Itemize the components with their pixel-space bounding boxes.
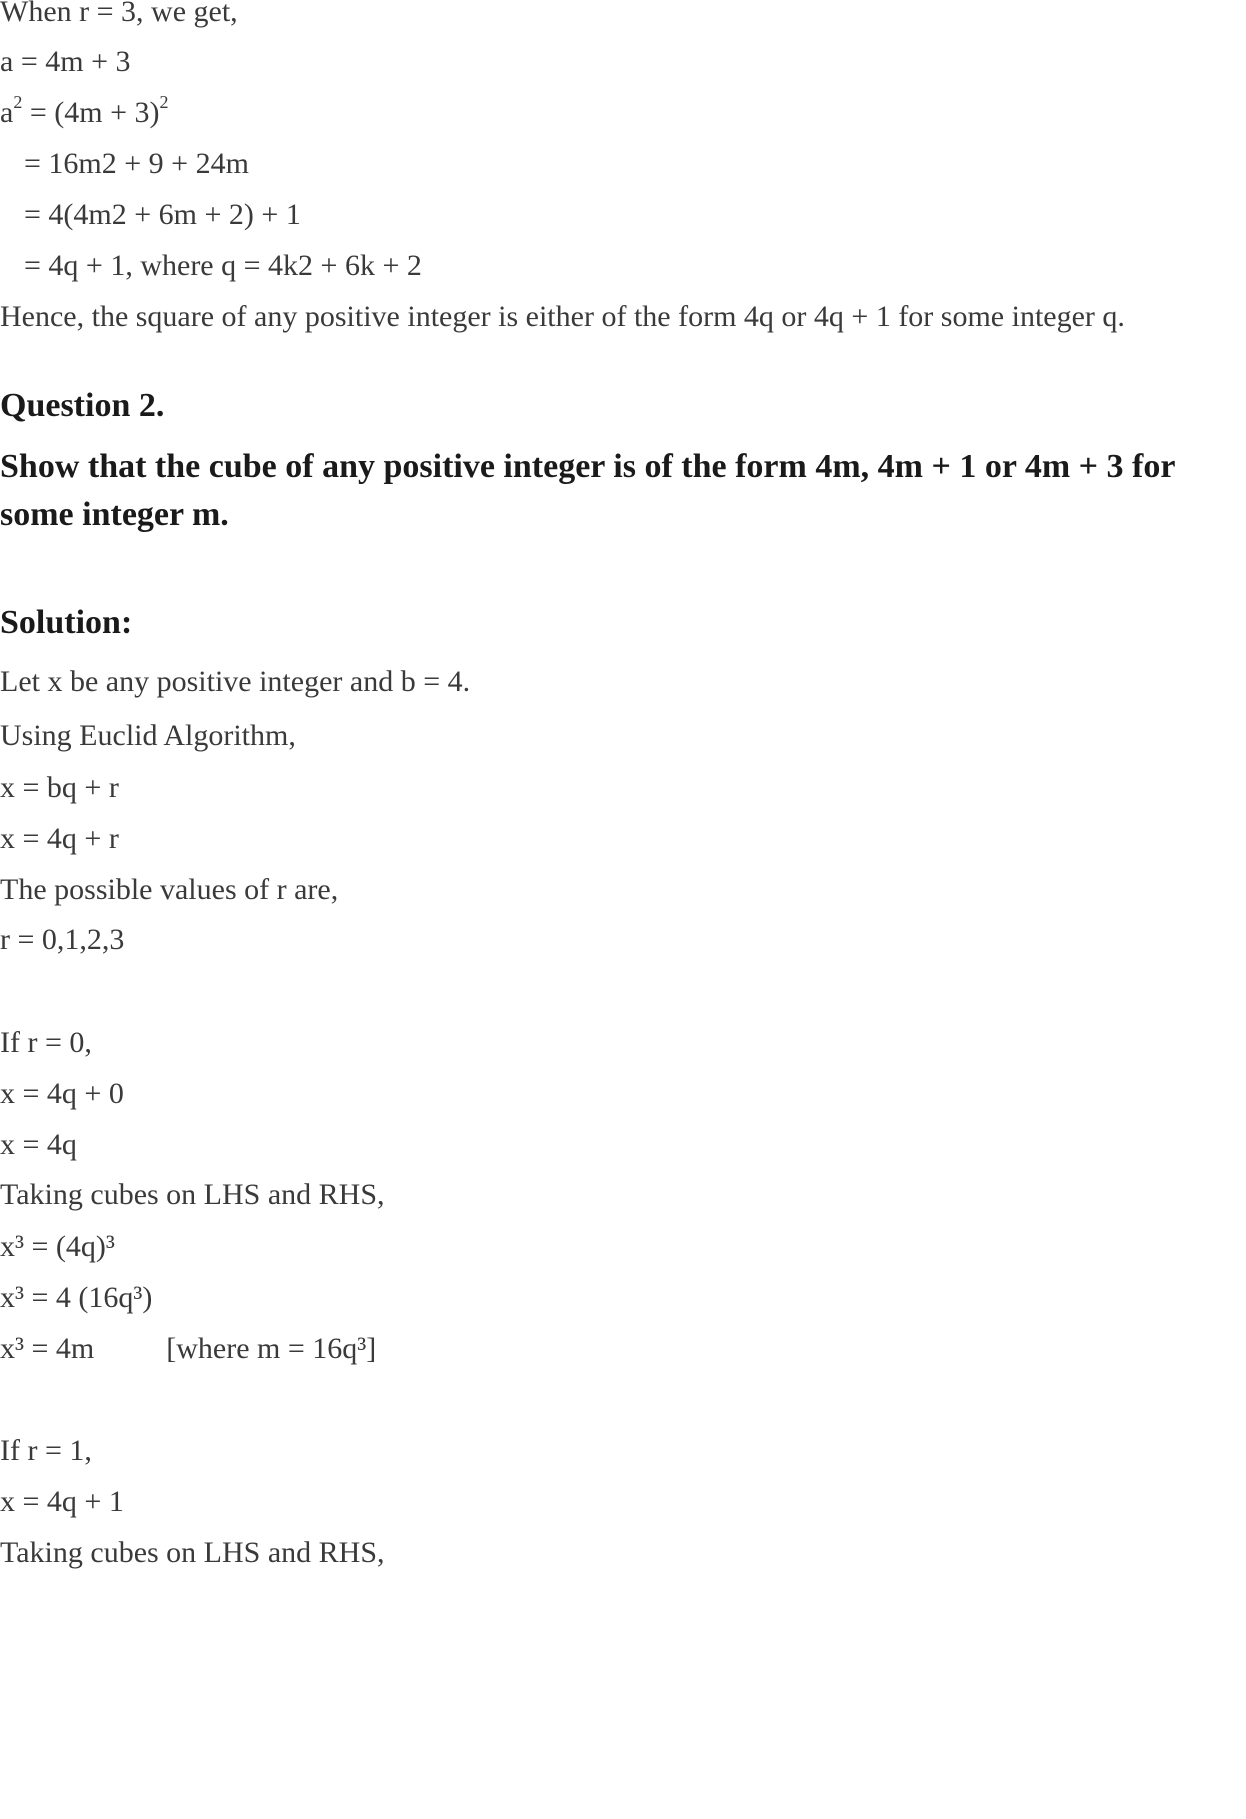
- solution-step: x = bq + r: [0, 771, 119, 804]
- text-line-hence: Hence, the square of any positive integer is either of the form 4q or 4q + 1 for some integer q.: [0, 300, 1125, 333]
- solution-step: r = 0,1,2,3: [0, 923, 125, 956]
- case0-result: x³ = 4m: [0, 1332, 95, 1365]
- question-title: Question 2.: [0, 387, 165, 424]
- case0-step: Taking cubes on LHS and RHS,: [0, 1178, 385, 1211]
- case1-step: Taking cubes on LHS and RHS,: [0, 1536, 385, 1569]
- text-line-a-equation: a = 4m + 3: [0, 45, 131, 78]
- case0-step: x = 4q: [0, 1128, 77, 1161]
- text-line-when-r3: When r = 3, we get,: [0, 0, 238, 28]
- case0-step: If r = 0,: [0, 1026, 92, 1059]
- text-line-expand-3: = 4q + 1, where q = 4k2 + 6k + 2: [24, 249, 422, 282]
- solution-step: Using Euclid Algorithm,: [0, 719, 296, 752]
- case0-result-line: [0, 1331, 376, 1367]
- a-squared-rhs: = (4m + 3): [22, 96, 160, 129]
- case0-step: x³ = 4 (16q³): [0, 1281, 153, 1314]
- solution-step: Let x be any positive integer and b = 4.: [0, 665, 471, 698]
- case1-step: x = 4q + 1: [0, 1485, 124, 1518]
- a-base: a: [0, 96, 14, 129]
- case0-step: x = 4q + 0: [0, 1077, 124, 1110]
- solution-step: The possible values of r are,: [0, 873, 339, 906]
- text-line-a-squared: [0, 92, 169, 131]
- case0-note: [where m = 16q³]: [166, 1332, 377, 1365]
- text-line-expand-2: = 4(4m2 + 6m + 2) + 1: [24, 198, 301, 231]
- solution-title: Solution:: [0, 604, 133, 641]
- case1-step: If r = 1,: [0, 1434, 92, 1467]
- a-exponent: 2: [13, 92, 23, 112]
- text-line-expand-1: = 16m2 + 9 + 24m: [24, 147, 249, 180]
- rhs-exponent: 2: [159, 92, 169, 112]
- solution-step: x = 4q + r: [0, 822, 119, 855]
- case0-step: x³ = (4q)³: [0, 1230, 115, 1263]
- question-text: Show that the cube of any positive integer is of the form 4m, 4m + 1 or 4m + 3 for some integer m.: [0, 448, 1175, 533]
